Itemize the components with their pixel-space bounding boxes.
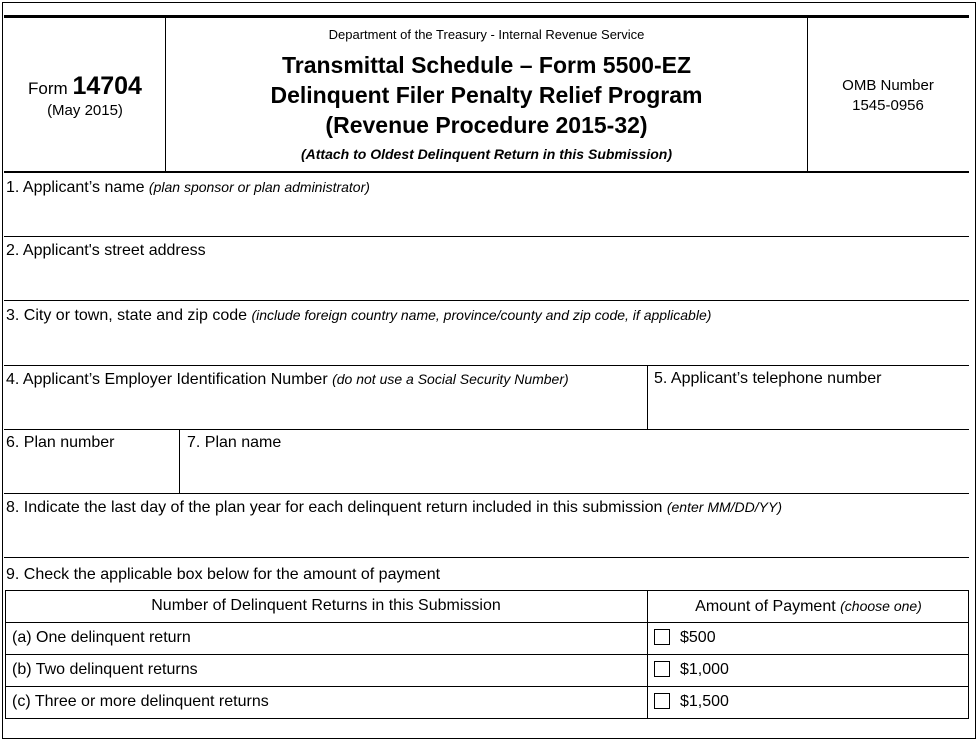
divider (4, 429, 969, 430)
row-divider (5, 654, 969, 655)
checkbox-500[interactable] (654, 629, 670, 645)
form-date: (May 2015) (47, 102, 123, 119)
telephone-field[interactable] (654, 369, 881, 389)
omb-box (807, 18, 969, 171)
divider (179, 429, 180, 493)
plan-year-field[interactable] (6, 497, 782, 518)
street-address-label: 2. Applicant's street address (6, 242, 206, 259)
ein-field[interactable] (6, 369, 569, 390)
ein-label: 4. Applicant’s Employer Identification Number (6, 371, 328, 388)
title-box (166, 18, 807, 171)
table-header-amount (648, 596, 969, 617)
form-title (166, 50, 807, 140)
form-number: 14704 (72, 72, 142, 100)
payment-instruction (6, 565, 440, 585)
checkbox-1000[interactable] (654, 661, 670, 677)
header-rule (4, 171, 969, 173)
omb-info (808, 76, 968, 116)
plan-name-label: 7. Plan name (187, 434, 282, 451)
divider (4, 365, 969, 366)
omb-number: 1545-0956 (852, 97, 924, 114)
street-address-field[interactable] (6, 241, 206, 261)
applicant-name-label: 1. Applicant’s name (6, 179, 145, 196)
checkbox-1500[interactable] (654, 693, 670, 709)
form-header (4, 18, 969, 171)
plan-year-hint: (enter MM/DD/YY) (666, 499, 782, 515)
attach-note: (Attach to Oldest Delinquent Return in this Submission) (300, 146, 672, 162)
form-prefix: Form (28, 79, 68, 98)
plan-year-label: 8. Indicate the last day of the plan year for each delinquent return included in this submission (6, 499, 663, 516)
title-line-1: Transmittal Schedule – Form 5500-EZ (281, 52, 692, 78)
form-id-box (4, 18, 166, 171)
amount-1000: $1,000 (680, 661, 729, 678)
row-one-return-label: (a) One delinquent return (12, 629, 191, 646)
applicant-name-hint: (plan sponsor or plan administrator) (148, 179, 370, 195)
city-state-zip-field[interactable] (6, 305, 711, 326)
divider (4, 236, 969, 237)
city-state-zip-hint: (include foreign country name, province/county and zip code, if applicable) (251, 307, 712, 323)
divider (4, 557, 969, 558)
form-number-line (4, 72, 166, 100)
applicant-name-field[interactable] (6, 177, 370, 198)
row-divider (5, 622, 969, 623)
department-line: Department of the Treasury - Internal Revenue Service (328, 27, 645, 42)
amount-header-label: Amount of Payment (695, 598, 836, 615)
plan-name-field[interactable] (187, 433, 281, 453)
row-three-plus-returns-label: (c) Three or more delinquent returns (12, 693, 269, 710)
divider (4, 493, 969, 494)
ein-hint: (do not use a Social Security Number) (332, 371, 569, 387)
row-divider (5, 686, 969, 687)
divider (647, 365, 648, 429)
table-header-returns: Number of Delinquent Returns in this Submission (151, 597, 501, 614)
amount-1500: $1,500 (680, 693, 729, 710)
title-line-3: (Revenue Procedure 2015-32) (325, 112, 648, 138)
telephone-label: 5. Applicant’s telephone number (654, 370, 882, 387)
payment-instruction-label: 9. Check the applicable box below for the amount of payment (6, 566, 441, 583)
plan-number-field[interactable] (6, 433, 115, 453)
amount-500: $500 (680, 629, 716, 646)
row-two-returns-label: (b) Two delinquent returns (12, 661, 198, 678)
omb-label: OMB Number (842, 77, 934, 94)
plan-number-label: 6. Plan number (6, 434, 115, 451)
divider (4, 300, 969, 301)
amount-header-hint: (choose one) (840, 598, 922, 614)
city-state-zip-label: 3. City or town, state and zip code (6, 307, 248, 324)
title-line-2: Delinquent Filer Penalty Relief Program (270, 82, 703, 108)
